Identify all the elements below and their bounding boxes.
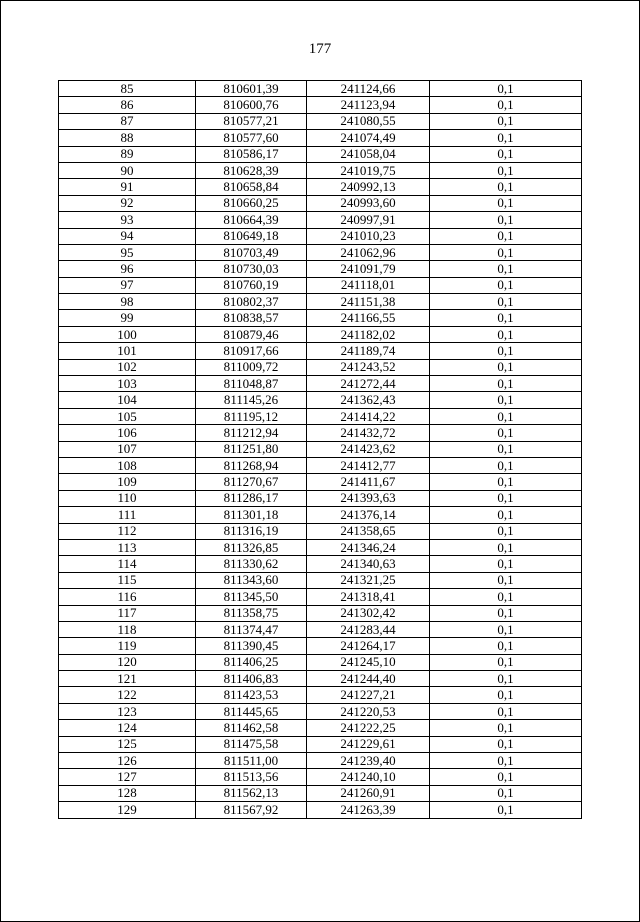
point-number-cell: 125 <box>59 736 196 752</box>
accuracy-cell: 0,1 <box>430 572 582 588</box>
table-row <box>59 736 582 752</box>
accuracy-cell: 0,1 <box>430 359 582 375</box>
x-coordinate-cell: 811316,19 <box>196 523 307 539</box>
point-number-cell: 108 <box>59 457 196 473</box>
table-row <box>59 195 582 211</box>
accuracy-cell: 0,1 <box>430 605 582 621</box>
table-row <box>59 162 582 178</box>
point-number-cell: 97 <box>59 277 196 293</box>
point-number-cell: 96 <box>59 261 196 277</box>
table-row <box>59 261 582 277</box>
x-coordinate-cell: 811345,50 <box>196 589 307 605</box>
point-number-cell: 116 <box>59 589 196 605</box>
point-number-cell: 107 <box>59 441 196 457</box>
table-row <box>59 343 582 359</box>
x-coordinate-cell: 811423,53 <box>196 687 307 703</box>
y-coordinate-cell: 241227,21 <box>307 687 430 703</box>
table-row <box>59 392 582 408</box>
accuracy-cell: 0,1 <box>430 212 582 228</box>
accuracy-cell: 0,1 <box>430 589 582 605</box>
table-row <box>59 589 582 605</box>
y-coordinate-cell: 241432,72 <box>307 425 430 441</box>
table-row <box>59 605 582 621</box>
accuracy-cell: 0,1 <box>430 392 582 408</box>
y-coordinate-cell: 241263,39 <box>307 802 430 818</box>
point-number-cell: 109 <box>59 474 196 490</box>
table-row <box>59 277 582 293</box>
table-row <box>59 687 582 703</box>
point-number-cell: 115 <box>59 572 196 588</box>
x-coordinate-cell: 811513,56 <box>196 769 307 785</box>
x-coordinate-cell: 811301,18 <box>196 507 307 523</box>
accuracy-cell: 0,1 <box>430 425 582 441</box>
point-number-cell: 120 <box>59 654 196 670</box>
accuracy-cell: 0,1 <box>430 753 582 769</box>
x-coordinate-cell: 810658,84 <box>196 179 307 195</box>
y-coordinate-cell: 240992,13 <box>307 179 430 195</box>
accuracy-cell: 0,1 <box>430 441 582 457</box>
table-row <box>59 556 582 572</box>
point-number-cell: 124 <box>59 720 196 736</box>
table-row <box>59 228 582 244</box>
y-coordinate-cell: 241074,49 <box>307 130 430 146</box>
table-row <box>59 703 582 719</box>
table-row <box>59 638 582 654</box>
table-row <box>59 507 582 523</box>
table-row <box>59 310 582 326</box>
point-number-cell: 121 <box>59 671 196 687</box>
table-row <box>59 294 582 310</box>
x-coordinate-cell: 811048,87 <box>196 376 307 392</box>
y-coordinate-cell: 241058,04 <box>307 146 430 162</box>
point-number-cell: 85 <box>59 81 196 97</box>
x-coordinate-cell: 810577,21 <box>196 113 307 129</box>
point-number-cell: 104 <box>59 392 196 408</box>
table-row <box>59 621 582 637</box>
x-coordinate-cell: 810838,57 <box>196 310 307 326</box>
accuracy-cell: 0,1 <box>430 228 582 244</box>
table-row <box>59 179 582 195</box>
x-coordinate-cell: 811145,26 <box>196 392 307 408</box>
point-number-cell: 113 <box>59 539 196 555</box>
y-coordinate-cell: 241240,10 <box>307 769 430 785</box>
point-number-cell: 123 <box>59 703 196 719</box>
x-coordinate-cell: 811270,67 <box>196 474 307 490</box>
accuracy-cell: 0,1 <box>430 162 582 178</box>
y-coordinate-cell: 241346,24 <box>307 539 430 555</box>
y-coordinate-cell: 241123,94 <box>307 97 430 113</box>
accuracy-cell: 0,1 <box>430 671 582 687</box>
accuracy-cell: 0,1 <box>430 261 582 277</box>
accuracy-cell: 0,1 <box>430 785 582 801</box>
table-row <box>59 441 582 457</box>
point-number-cell: 105 <box>59 408 196 424</box>
y-coordinate-cell: 241362,43 <box>307 392 430 408</box>
point-number-cell: 114 <box>59 556 196 572</box>
point-number-cell: 99 <box>59 310 196 326</box>
accuracy-cell: 0,1 <box>430 539 582 555</box>
y-coordinate-cell: 241283,44 <box>307 621 430 637</box>
x-coordinate-cell: 811009,72 <box>196 359 307 375</box>
x-coordinate-cell: 811567,92 <box>196 802 307 818</box>
x-coordinate-cell: 811326,85 <box>196 539 307 555</box>
table-row <box>59 802 582 818</box>
y-coordinate-cell: 241080,55 <box>307 113 430 129</box>
accuracy-cell: 0,1 <box>430 113 582 129</box>
x-coordinate-cell: 811195,12 <box>196 408 307 424</box>
accuracy-cell: 0,1 <box>430 343 582 359</box>
point-number-cell: 98 <box>59 294 196 310</box>
x-coordinate-cell: 810628,39 <box>196 162 307 178</box>
accuracy-cell: 0,1 <box>430 638 582 654</box>
accuracy-cell: 0,1 <box>430 195 582 211</box>
x-coordinate-cell: 810649,18 <box>196 228 307 244</box>
coordinates-table-body <box>59 81 582 819</box>
x-coordinate-cell: 810664,39 <box>196 212 307 228</box>
x-coordinate-cell: 811268,94 <box>196 457 307 473</box>
y-coordinate-cell: 241220,53 <box>307 703 430 719</box>
accuracy-cell: 0,1 <box>430 654 582 670</box>
x-coordinate-cell: 811390,45 <box>196 638 307 654</box>
x-coordinate-cell: 810879,46 <box>196 326 307 342</box>
table-row <box>59 146 582 162</box>
x-coordinate-cell: 810703,49 <box>196 244 307 260</box>
point-number-cell: 110 <box>59 490 196 506</box>
table-row <box>59 474 582 490</box>
y-coordinate-cell: 241272,44 <box>307 376 430 392</box>
y-coordinate-cell: 241118,01 <box>307 277 430 293</box>
table-row <box>59 359 582 375</box>
accuracy-cell: 0,1 <box>430 310 582 326</box>
y-coordinate-cell: 241124,66 <box>307 81 430 97</box>
x-coordinate-cell: 811374,47 <box>196 621 307 637</box>
point-number-cell: 93 <box>59 212 196 228</box>
point-number-cell: 128 <box>59 785 196 801</box>
x-coordinate-cell: 810586,17 <box>196 146 307 162</box>
x-coordinate-cell: 811475,58 <box>196 736 307 752</box>
table-row <box>59 130 582 146</box>
y-coordinate-cell: 240997,91 <box>307 212 430 228</box>
accuracy-cell: 0,1 <box>430 490 582 506</box>
point-number-cell: 118 <box>59 621 196 637</box>
accuracy-cell: 0,1 <box>430 97 582 113</box>
point-number-cell: 86 <box>59 97 196 113</box>
accuracy-cell: 0,1 <box>430 802 582 818</box>
table-row <box>59 523 582 539</box>
y-coordinate-cell: 241091,79 <box>307 261 430 277</box>
y-coordinate-cell: 241414,22 <box>307 408 430 424</box>
table-row <box>59 81 582 97</box>
accuracy-cell: 0,1 <box>430 556 582 572</box>
x-coordinate-cell: 811343,60 <box>196 572 307 588</box>
accuracy-cell: 0,1 <box>430 687 582 703</box>
table-row <box>59 654 582 670</box>
table-row <box>59 326 582 342</box>
accuracy-cell: 0,1 <box>430 474 582 490</box>
page-number: 177 <box>308 41 332 57</box>
x-coordinate-cell: 811562,13 <box>196 785 307 801</box>
accuracy-cell: 0,1 <box>430 457 582 473</box>
accuracy-cell: 0,1 <box>430 523 582 539</box>
accuracy-cell: 0,1 <box>430 703 582 719</box>
x-coordinate-cell: 810917,66 <box>196 343 307 359</box>
point-number-cell: 126 <box>59 753 196 769</box>
x-coordinate-cell: 811406,83 <box>196 671 307 687</box>
coordinates-table <box>58 80 582 819</box>
y-coordinate-cell: 241239,40 <box>307 753 430 769</box>
x-coordinate-cell: 811330,62 <box>196 556 307 572</box>
accuracy-cell: 0,1 <box>430 621 582 637</box>
accuracy-cell: 0,1 <box>430 146 582 162</box>
x-coordinate-cell: 811511,00 <box>196 753 307 769</box>
accuracy-cell: 0,1 <box>430 736 582 752</box>
y-coordinate-cell: 241243,52 <box>307 359 430 375</box>
point-number-cell: 89 <box>59 146 196 162</box>
y-coordinate-cell: 241222,25 <box>307 720 430 736</box>
y-coordinate-cell: 241245,10 <box>307 654 430 670</box>
x-coordinate-cell: 810601,39 <box>196 81 307 97</box>
y-coordinate-cell: 241010,23 <box>307 228 430 244</box>
x-coordinate-cell: 810600,76 <box>196 97 307 113</box>
point-number-cell: 100 <box>59 326 196 342</box>
table-row <box>59 785 582 801</box>
table-row <box>59 376 582 392</box>
point-number-cell: 87 <box>59 113 196 129</box>
y-coordinate-cell: 241318,41 <box>307 589 430 605</box>
table-row <box>59 720 582 736</box>
table-row <box>59 212 582 228</box>
accuracy-cell: 0,1 <box>430 277 582 293</box>
table-row <box>59 113 582 129</box>
table-row <box>59 97 582 113</box>
y-coordinate-cell: 241321,25 <box>307 572 430 588</box>
table-row <box>59 244 582 260</box>
point-number-cell: 101 <box>59 343 196 359</box>
table-row <box>59 539 582 555</box>
table-row <box>59 671 582 687</box>
x-coordinate-cell: 810730,03 <box>196 261 307 277</box>
y-coordinate-cell: 241340,63 <box>307 556 430 572</box>
y-coordinate-cell: 241260,91 <box>307 785 430 801</box>
accuracy-cell: 0,1 <box>430 294 582 310</box>
y-coordinate-cell: 241189,74 <box>307 343 430 359</box>
y-coordinate-cell: 241264,17 <box>307 638 430 654</box>
x-coordinate-cell: 811445,65 <box>196 703 307 719</box>
accuracy-cell: 0,1 <box>430 244 582 260</box>
x-coordinate-cell: 811462,58 <box>196 720 307 736</box>
point-number-cell: 91 <box>59 179 196 195</box>
table-row <box>59 425 582 441</box>
x-coordinate-cell: 811212,94 <box>196 425 307 441</box>
point-number-cell: 117 <box>59 605 196 621</box>
table-row <box>59 490 582 506</box>
x-coordinate-cell: 811286,17 <box>196 490 307 506</box>
x-coordinate-cell: 811358,75 <box>196 605 307 621</box>
table-row <box>59 408 582 424</box>
y-coordinate-cell: 241423,62 <box>307 441 430 457</box>
x-coordinate-cell: 811406,25 <box>196 654 307 670</box>
x-coordinate-cell: 810660,25 <box>196 195 307 211</box>
accuracy-cell: 0,1 <box>430 720 582 736</box>
point-number-cell: 90 <box>59 162 196 178</box>
y-coordinate-cell: 241019,75 <box>307 162 430 178</box>
point-number-cell: 112 <box>59 523 196 539</box>
point-number-cell: 111 <box>59 507 196 523</box>
point-number-cell: 119 <box>59 638 196 654</box>
point-number-cell: 127 <box>59 769 196 785</box>
y-coordinate-cell: 241411,67 <box>307 474 430 490</box>
table-row <box>59 753 582 769</box>
point-number-cell: 92 <box>59 195 196 211</box>
y-coordinate-cell: 241229,61 <box>307 736 430 752</box>
y-coordinate-cell: 240993,60 <box>307 195 430 211</box>
y-coordinate-cell: 241244,40 <box>307 671 430 687</box>
y-coordinate-cell: 241151,38 <box>307 294 430 310</box>
accuracy-cell: 0,1 <box>430 326 582 342</box>
x-coordinate-cell: 810577,60 <box>196 130 307 146</box>
point-number-cell: 122 <box>59 687 196 703</box>
point-number-cell: 94 <box>59 228 196 244</box>
y-coordinate-cell: 241302,42 <box>307 605 430 621</box>
accuracy-cell: 0,1 <box>430 769 582 785</box>
point-number-cell: 103 <box>59 376 196 392</box>
point-number-cell: 129 <box>59 802 196 818</box>
point-number-cell: 95 <box>59 244 196 260</box>
x-coordinate-cell: 811251,80 <box>196 441 307 457</box>
accuracy-cell: 0,1 <box>430 376 582 392</box>
y-coordinate-cell: 241358,65 <box>307 523 430 539</box>
y-coordinate-cell: 241412,77 <box>307 457 430 473</box>
point-number-cell: 106 <box>59 425 196 441</box>
x-coordinate-cell: 810760,19 <box>196 277 307 293</box>
table-row <box>59 769 582 785</box>
y-coordinate-cell: 241376,14 <box>307 507 430 523</box>
y-coordinate-cell: 241062,96 <box>307 244 430 260</box>
y-coordinate-cell: 241393,63 <box>307 490 430 506</box>
table-row <box>59 457 582 473</box>
accuracy-cell: 0,1 <box>430 408 582 424</box>
y-coordinate-cell: 241182,02 <box>307 326 430 342</box>
x-coordinate-cell: 810802,37 <box>196 294 307 310</box>
table-row <box>59 572 582 588</box>
accuracy-cell: 0,1 <box>430 130 582 146</box>
y-coordinate-cell: 241166,55 <box>307 310 430 326</box>
accuracy-cell: 0,1 <box>430 81 582 97</box>
point-number-cell: 102 <box>59 359 196 375</box>
point-number-cell: 88 <box>59 130 196 146</box>
accuracy-cell: 0,1 <box>430 507 582 523</box>
accuracy-cell: 0,1 <box>430 179 582 195</box>
